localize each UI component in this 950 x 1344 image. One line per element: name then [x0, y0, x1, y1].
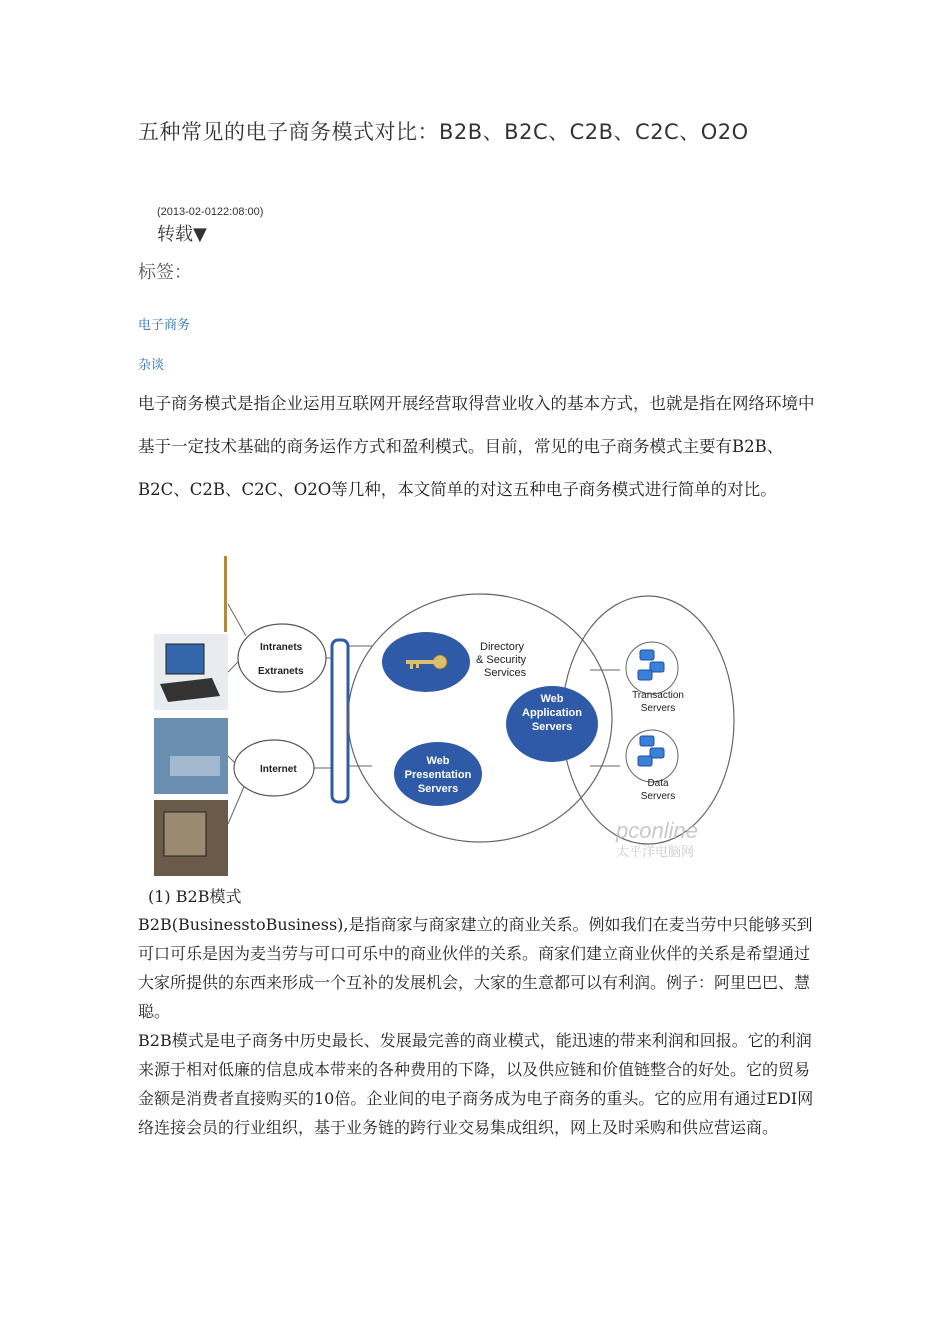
device-photos — [154, 556, 228, 876]
internet-label: Internet — [260, 764, 297, 775]
web-app-label: Application — [522, 707, 582, 719]
intranet-cloud — [238, 624, 326, 692]
tag-link[interactable]: 电子商务 — [138, 318, 191, 333]
watermark-cn: 太平洋电脑网 — [616, 844, 695, 859]
web-app-label: Web — [540, 693, 564, 705]
intranets-label: Intranets — [260, 642, 303, 653]
directory-label: & Security — [476, 654, 527, 666]
repost-link[interactable]: 转载▼ — [157, 224, 207, 245]
tags-label: 标签： — [138, 262, 192, 283]
web-pres-label: Servers — [417, 783, 459, 795]
extranets-label: Extranets — [258, 666, 304, 677]
web-pres-label: Presentation — [404, 769, 472, 781]
watermark: pconline — [616, 818, 698, 843]
directory-label: Services — [484, 667, 527, 679]
firewall-bar — [332, 640, 348, 802]
section-heading: (1) B2B模式 — [148, 887, 242, 906]
web-app-label: Servers — [531, 721, 573, 733]
b2b-paragraph: B2B(BusinesstoBusiness),是指商家与商家建立的商业关系。例如我们在麦当劳中只能够买到可口可乐是因为麦当劳与可口可乐中的商业伙伴的关系。商家们建立商业伙伴的关系是希望通过大家所提供的东西来形成一个互补的发展机会，大家的生意都可以有利润。例子：阿里巴巴、慧聪。 — [138, 915, 813, 1021]
post-date: (2013-02-0122:08:00) — [157, 206, 264, 218]
b2b-paragraph: B2B模式是电子商务中历史最长、发展最完善的商业模式，能迅速的带来利润和回报。它的利润来源于相对低廉的信息成本带来的各种费用的下降，以及供应链和价值链整合的好处。它的贸易金额是消费者直接购买的10倍。企业间的电子商务成为电子商务的重头。它的应用有通过EDI网络连接会员的行业组织，基于业务链的跨行业交易集成组织，网上及时采购和供应营运商。 — [138, 1031, 814, 1137]
architecture-diagram — [150, 556, 740, 876]
page-title: 五种常见的电子商务模式对比：B2B、B2C、C2B、C2C、O2O — [138, 120, 749, 144]
transaction-label: Transaction — [632, 690, 684, 701]
data-label: Data — [647, 778, 669, 789]
transaction-label: Servers — [640, 703, 676, 714]
tag-link[interactable]: 杂谈 — [138, 358, 165, 373]
web-pres-label: Web — [426, 755, 450, 767]
intro-paragraph: 电子商务模式是指企业运用互联网开展经营取得营业收入的基本方式，也就是指在网络环境中基于一定技术基础的商务运作方式和盈利模式。目前，常见的电子商务模式主要有B2B、B2C、C2B、C2C、O2O等几种，本文简单的对这五种电子商务模式进行简单的对比。 — [138, 394, 815, 499]
directory-label: Directory — [480, 641, 525, 653]
data-label: Servers — [640, 791, 676, 802]
